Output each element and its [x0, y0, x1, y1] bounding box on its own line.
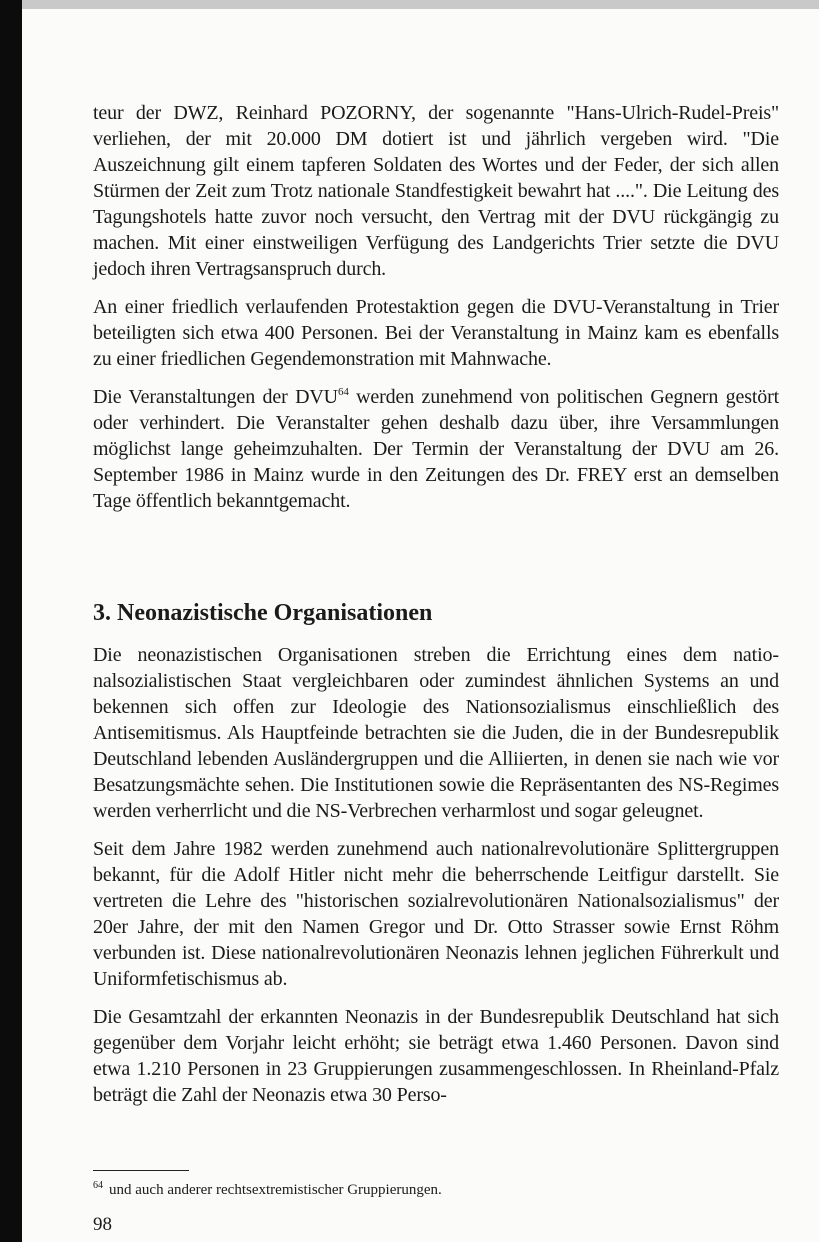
paragraph-protest: An einer friedlich verlaufenden Protestaktion gegen die DVU-Veranstaltung in Trier beteiligten sich etwa 400 Personen. Bei der Veranstaltung in Mainz kam es ebenfalls zu einer friedlichen Gegendemonstration mit Mahnwache.	[93, 296, 779, 370]
page-body	[93, 100, 779, 1120]
section-title: Neonazistische Organisationen	[117, 600, 433, 626]
paragraph-dvu-events	[93, 384, 779, 514]
scan-top-edge	[0, 0, 819, 9]
page-number: 98	[93, 1214, 112, 1235]
paragraph-award: teur der DWZ, Reinhard POZORNY, der sogenannte "Hans-Ulrich-Rudel-Preis" verliehen, der mit 20.000 DM dotiert ist und jährlich vergeben wird. "Die Auszeichnung gilt einem tapferen Soldaten des Wortes und der Feder, der sich allen Stürmen der Zeit zum Trotz nationale Standfestigkeit bewahrt hat ....". Die Leitung des Tagungshotels hatte zuvor noch versucht, den Vertrag mit der DVU rückgängig zu machen. Mit einer einstweiligen Verfügung des Landgerichts Trier setzte die DVU jedoch ihren Vertragsanspruch durch.	[93, 102, 779, 280]
paragraph-dvu-rest: werden zunehmend von politischen Gegnern gestört oder verhindert. Die Veranstalter gehen deshalb dazu über, ihre Versammlungen möglichst lange geheimzuhalten. Der Termin der Veranstaltung der DVU am 26. September 1986 in Mainz wurde in den Zeitungen des Dr. FREY erst an demselben Tage öffentlich bekanntgemacht.	[93, 386, 779, 512]
footnote	[93, 1180, 779, 1200]
book-spine-shadow	[0, 0, 22, 1242]
section-number: 3.	[93, 600, 111, 626]
paragraph-national-revolutionary: Seit dem Jahre 1982 werden zunehmend auch nationalrevolutionäre Splittergruppen bekannt, für die Adolf Hitler nicht mehr die beherrschende Leitfigur darstellt. Sie vertreten die Lehre des "historischen sozialrevolutionären Nationalsozialismus" der 20er Jahre, der mit den Namen Gregor und Dr. Otto Strasser sowie Ernst Röhm verbunden ist. Diese nationalrevolutionären Neonazis lehnen jeglichen Führerkult und Uniformfetischismus ab.	[93, 838, 779, 990]
footnote-marker: 64	[93, 1180, 103, 1191]
section-spacer	[93, 526, 779, 598]
footnote-reference[interactable]: 64	[337, 386, 349, 398]
section-heading	[93, 598, 779, 628]
footnote-text: und auch anderer rechtsextremistischer Gruppierungen.	[109, 1182, 442, 1198]
paragraph-dvu-start: Die Veranstaltungen der DVU	[93, 386, 338, 408]
footnote-divider	[93, 1170, 189, 1171]
paragraph-neonazi-goals: Die neonazistischen Organisationen streben die Errichtung eines dem nationalsozialistischen Staat vergleichbaren oder zumindest ähnlichen Systems an und bekennen sich offen zur Ideologie des Nationsozialismus einschließlich des Antisemitismus. Als Hauptfeinde betrachten sie die Juden, die in der Bundesrepublik Deutschland lebenden Ausländergruppen und die Alliierten, in denen sie nach wie vor Besatzungsmächte sehen. Die Institutionen sowie die Repräsentanten des NS-Regimes werden verherrlicht und die NS-Verbrechen verharmlost und sogar geleugnet.	[93, 644, 779, 822]
paragraph-neonazi-count: Die Gesamtzahl der erkannten Neonazis in der Bundesrepublik Deutschland hat sich gegenüber dem Vorjahr leicht erhöht; sie beträgt etwa 1.460 Personen. Davon sind etwa 1.210 Personen in 23 Gruppierungen zusammengeschlossen. In Rheinland-Pfalz beträgt die Zahl der Neonazis etwa 30 Perso-	[93, 1006, 779, 1106]
